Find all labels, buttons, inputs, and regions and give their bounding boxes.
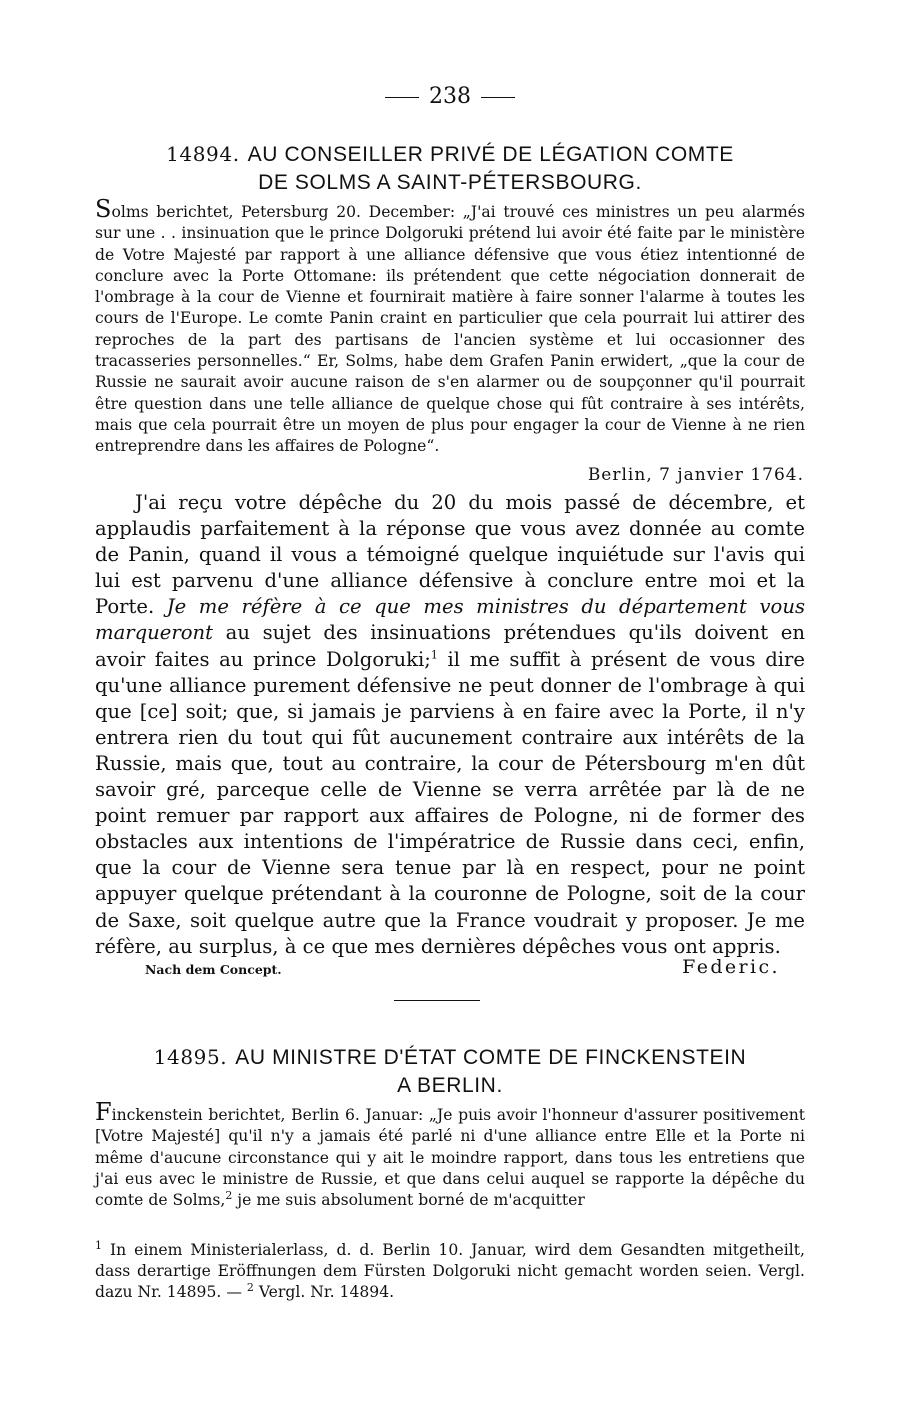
- doc1-letter-part3: il me suffit à présent de vous dire qu'une alliance purement défensive ne peut donner de l'ombrage à qui que [ce] soit; que, si jamais je parviens à en faire avec la Porte, il n'y entrera rien du tout qui fût aucunement contraire aux intérêts de la Russie, mais que, tout au contraire, la cour de Pétersbourg m'en dût savoir gré, parceque celle de Vienne se verra arrêtée par là de ne point remuer par rapport aux affaires de Pologne, ni de former des obstacles aux intentions de l'impératrice de Russie dans ceci, enfin, que la cour de Vienne sera tenue par là en respect, pour ne point appuyer quelque prétendant à la couronne de Pologne, soit de la cour de Saxe, soit quelque autre que la France voudrait y proposer. Je me réfère, au surplus, à ce que mes dernières dépêches vous ont appris.: [95, 647, 805, 958]
- doc2-summary: [95, 1098, 805, 1211]
- footnote-1-mark: 1: [95, 1238, 102, 1252]
- doc2-title-line2: A BERLIN.: [397, 1074, 503, 1097]
- doc1-summary-initial: S: [95, 195, 112, 223]
- doc1-dateline: Berlin, 7 janvier 1764.: [587, 465, 804, 485]
- doc1-title-line2: DE SOLMS A SAINT-PÉTERSBOURG.: [258, 171, 642, 194]
- section-divider: [394, 1000, 480, 1001]
- doc2-heading-line1: [95, 1043, 805, 1072]
- page-number-dash-left: [385, 97, 419, 98]
- doc2-summary-text-2: je me suis absolument borné de m'acquitter: [232, 1191, 585, 1210]
- doc2-title-line1: AU MINISTRE D'ÉTAT COMTE DE FINCKENSTEIN: [235, 1046, 747, 1069]
- footnote-2-mark: 2: [246, 1280, 254, 1294]
- page-number-text: 238: [429, 84, 471, 109]
- doc2-heading: [95, 1043, 805, 1100]
- footnote-2-text: Vergl. Nr. 14894.: [253, 1283, 395, 1301]
- doc1-signature: Federic.: [682, 956, 780, 978]
- doc1-letter: [95, 490, 805, 960]
- doc1-letter-italic: Je me réfère à ce que mes ministres du département vous marqueront: [95, 595, 806, 645]
- doc1-letter-part1: J'ai reçu votre dépêche du 20 du mois passé de décembre, et applaudis parfaitement à la réponse que vous avez donnée au comte de Panin, quand il vous a témoigné quelque inquiétude sur l'avis qui lui est parvenu d'une alliance défensive à conclure entre moi et la Porte.: [95, 491, 805, 619]
- doc1-source: Nach dem Concept.: [145, 962, 282, 977]
- page-number-dash-right: [481, 97, 515, 98]
- page-number: [0, 84, 900, 109]
- footnote-1-text: In einem Ministerialerlass, d. d. Berlin 10. Januar, wird dem Gesandten mitgetheilt, dass derartige Eröffnungen dem Fürsten Dolgoruki nicht gemacht worden seien. Vergl. dazu Nr. 14895. —: [95, 1241, 805, 1301]
- doc1-letter-part2: au sujet des insinuations prétendues qu'ils doivent en avoir faites au prince Dolgoruki;: [95, 621, 805, 671]
- doc1-summary-text: olms berichtet, Petersburg 20. December: „J'ai trouvé ces ministres un peu alarmés sur une . . insinuation que le prince Dolgoruki prétend lui avoir été faite par le ministère de Votre Majesté par rapport à une alliance défensive que vous étiez intentionné de conclure avec la Porte Ottomane: ils prétendent que cette négociation donnerait de l'ombrage à la cour de Vienne et fournirait matière à faire sonner l'alarme à toutes les cours de l'Europe. Le comte Panin craint en particulier que cela pourrait lui attirer des reproches de la part des partisans de l'ancien système et lui occasionner des tracasseries personnelles.“ Er, Solms, habe dem Grafen Panin erwidert, „que la cour de Russie ne saurait avoir aucune raison de s'en alarmer ou de soupçonner qu'il pourrait être question dans une telle alliance de quelque chose qui fût contraire à ses intérêts, mais que cela pourrait être un moyen de plus pour engager la cour de Vienne à ne rien entreprendre dans les affaires de Pologne“.: [95, 203, 805, 456]
- doc1-number: 14894.: [166, 142, 240, 166]
- doc2-summary-initial: F: [95, 1098, 112, 1126]
- doc2-summary-text-1: inckenstein berichtet, Berlin 6. Januar: „Je puis avoir l'honneur d'assurer positivement [Votre Majesté] qu'il n'y a jamais été parlé ni d'une alliance entre Elle et la Porte ni même d'aucune circonstance qui y ait le moindre rapport, dans tous les entretiens que j'ai eus avec le ministre de Russie, et que dans celui auquel se rapporte la dépêche du comte de Solms,: [95, 1106, 805, 1210]
- footnotes: [95, 1240, 805, 1303]
- doc1-title-line1: AU CONSEILLER PRIVÉ DE LÉGATION COMTE: [247, 143, 734, 166]
- footnote-ref-1[interactable]: 1: [430, 648, 438, 662]
- footnote-ref-2[interactable]: 2: [225, 1189, 233, 1202]
- doc1-heading: [95, 140, 805, 197]
- doc2-number: 14895.: [153, 1045, 228, 1069]
- doc1-summary: [95, 195, 805, 458]
- doc1-heading-line1: [95, 140, 805, 169]
